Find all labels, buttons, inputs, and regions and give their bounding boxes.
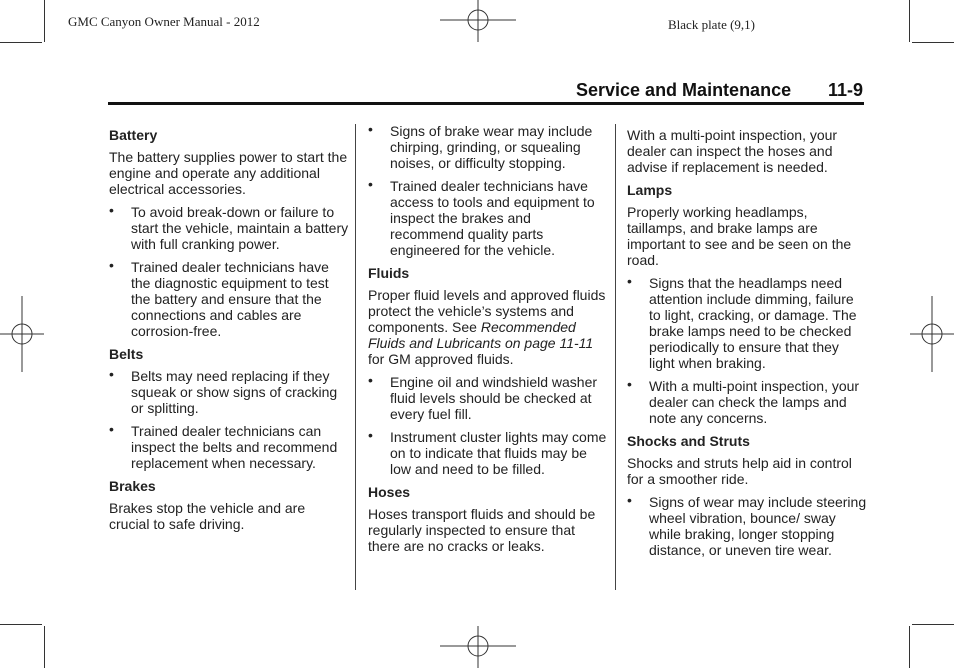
list-item: • Instrument cluster lights may come on to indicate that fluids may be low and need to be filled. bbox=[368, 427, 607, 477]
page-number: 11-9 bbox=[828, 80, 864, 100]
list-item: • Trained dealer technicians have access to tools and equipment to inspect the brakes and recommend quality parts engineered for the vehicle. bbox=[368, 176, 595, 258]
list-item: • Belts may need replacing if they squeak or show signs of cracking or splitting. bbox=[109, 366, 338, 416]
heading-hoses: Hoses bbox=[368, 484, 411, 500]
bullet-icon: • bbox=[109, 202, 114, 218]
crop-mark-top-right-horizontal bbox=[912, 42, 954, 43]
fluids-bullets bbox=[368, 374, 608, 477]
bullet-icon: • bbox=[627, 273, 632, 289]
brakes-intro: Brakes stop the vehicle and are crucial to safe driving. bbox=[109, 500, 306, 532]
list-item: • With a multi-point inspection, your dealer can check the lamps and note any concerns. bbox=[627, 376, 860, 426]
registration-mark-bottom bbox=[440, 624, 516, 668]
heading-battery: Battery bbox=[109, 127, 158, 143]
bullet-icon: • bbox=[109, 257, 114, 273]
crop-mark-top-left-horizontal bbox=[0, 42, 42, 43]
bullet-icon: • bbox=[627, 492, 632, 508]
heading-belts: Belts bbox=[109, 346, 144, 362]
column-3 bbox=[627, 127, 867, 565]
section-title: Service and Maintenance bbox=[576, 80, 792, 100]
crop-mark-top-right-vertical bbox=[909, 0, 910, 42]
bullet-icon: • bbox=[627, 376, 632, 392]
list-item: • Signs that the headlamps need attention include dimming, failure to light, cracking, or damage. The brake lamps need to be checked periodically to ensure that they light when braking. bbox=[627, 273, 857, 371]
registration-mark-left bbox=[0, 296, 44, 372]
fluids-cross-reference[interactable]: Recommended Fluids and Lubricants on page 11-11 bbox=[368, 319, 594, 351]
column-2 bbox=[368, 123, 608, 561]
crop-mark-top-left-vertical bbox=[44, 0, 45, 42]
brakes-bullets bbox=[368, 123, 608, 258]
hoses-intro: Hoses transport fluids and should be regularly inspected to ensure that there are no cracks or leaks. bbox=[368, 506, 596, 554]
bullet-icon: • bbox=[368, 427, 373, 443]
crop-mark-bottom-right-vertical bbox=[909, 626, 910, 668]
heading-shocks-and-struts: Shocks and Struts bbox=[627, 433, 750, 449]
list-item: • Trained dealer technicians have the diagnostic equipment to test the battery and ensure that the connections and cables are corrosion-free. bbox=[109, 257, 329, 339]
list-item: • Signs of wear may include steering wheel vibration, bounce/ sway while braking, longer stopping distance, or uneven tire wear. bbox=[627, 492, 867, 558]
crop-mark-bottom-left-vertical bbox=[44, 626, 45, 668]
lamps-bullets bbox=[627, 275, 867, 426]
battery-bullets bbox=[109, 204, 349, 339]
column-divider-1 bbox=[355, 124, 356, 590]
shocks-bullets bbox=[627, 494, 867, 558]
registration-mark-right bbox=[910, 296, 954, 372]
bullet-icon: • bbox=[109, 366, 114, 382]
belts-bullets bbox=[109, 368, 349, 471]
column-1 bbox=[109, 123, 349, 539]
fluids-intro: Proper fluid levels and approved fluids protect the vehicle’s systems and components. See Recommended Fluids and Lubricants on page 11-11 for GM approved fluids. bbox=[368, 287, 606, 367]
lamps-intro: Properly working headlamps, taillamps, and brake lamps are important to see and be seen on the road. bbox=[627, 204, 852, 268]
bullet-icon: • bbox=[109, 421, 114, 437]
heading-brakes: Brakes bbox=[109, 478, 156, 494]
list-item: • Signs of brake wear may include chirping, grinding, or squealing noises, or difficulty stopping. bbox=[368, 121, 593, 171]
heading-lamps: Lamps bbox=[627, 182, 673, 198]
list-item: • Trained dealer technicians can inspect the belts and recommend replacement when necessary. bbox=[109, 421, 338, 471]
header-rule bbox=[108, 102, 864, 105]
bullet-icon: • bbox=[368, 121, 373, 137]
column-divider-2 bbox=[615, 124, 616, 590]
shocks-intro: Shocks and struts help aid in control for a smoother ride. bbox=[627, 455, 852, 487]
heading-fluids: Fluids bbox=[368, 265, 410, 281]
bullet-icon: • bbox=[368, 372, 373, 388]
hoses-continued: With a multi-point inspection, your dealer can inspect the hoses and advise if replacement is needed. bbox=[627, 127, 838, 175]
registration-mark-top bbox=[440, 0, 516, 44]
crop-mark-bottom-right-horizontal bbox=[912, 624, 954, 625]
list-item: • Engine oil and windshield washer fluid levels should be checked at every fuel fill. bbox=[368, 372, 598, 422]
print-header-right: Black plate (9,1) bbox=[668, 17, 755, 32]
bullet-icon: • bbox=[368, 176, 373, 192]
battery-intro: The battery supplies power to start the engine and operate any additional electrical accessories. bbox=[109, 149, 348, 197]
list-item: • To avoid break-down or failure to start the vehicle, maintain a battery with full cranking power. bbox=[109, 202, 349, 252]
crop-mark-bottom-left-horizontal bbox=[0, 624, 42, 625]
print-header-left: GMC Canyon Owner Manual - 2012 bbox=[68, 14, 260, 29]
